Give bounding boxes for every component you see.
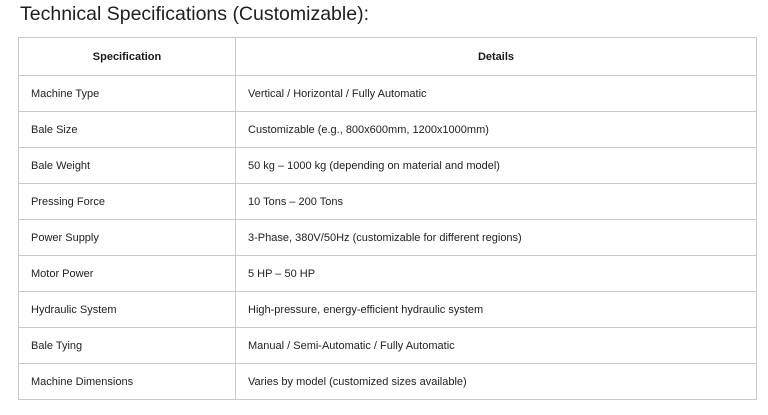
table-row [19,292,757,328]
spec-cell: Power Supply [19,220,236,256]
details-cell: Varies by model (customized sizes available) [236,364,757,400]
table-row [19,112,757,148]
spec-cell: Machine Dimensions [19,364,236,400]
details-cell: 3-Phase, 380V/50Hz (customizable for different regions) [236,220,757,256]
table-row [19,256,757,292]
spec-cell: Pressing Force [19,184,236,220]
spec-cell: Bale Weight [19,148,236,184]
specifications-table [18,37,757,400]
details-cell: 5 HP – 50 HP [236,256,757,292]
table-row [19,76,757,112]
spec-cell: Motor Power [19,256,236,292]
details-cell: 50 kg – 1000 kg (depending on material and model) [236,148,757,184]
table-header-row [19,38,757,76]
spec-cell: Bale Tying [19,328,236,364]
page-title: Technical Specifications (Customizable): [20,3,369,25]
details-cell: Manual / Semi-Automatic / Fully Automatic [236,328,757,364]
table-row [19,184,757,220]
details-cell: Customizable (e.g., 800x600mm, 1200x1000mm) [236,112,757,148]
column-header-specification: Specification [19,38,236,76]
spec-cell: Hydraulic System [19,292,236,328]
details-cell: High-pressure, energy-efficient hydraulic system [236,292,757,328]
table-row [19,220,757,256]
table-row [19,148,757,184]
details-cell: Vertical / Horizontal / Fully Automatic [236,76,757,112]
spec-cell: Bale Size [19,112,236,148]
details-cell: 10 Tons – 200 Tons [236,184,757,220]
column-header-details: Details [236,38,757,76]
table-row [19,364,757,400]
spec-cell: Machine Type [19,76,236,112]
table-row [19,328,757,364]
